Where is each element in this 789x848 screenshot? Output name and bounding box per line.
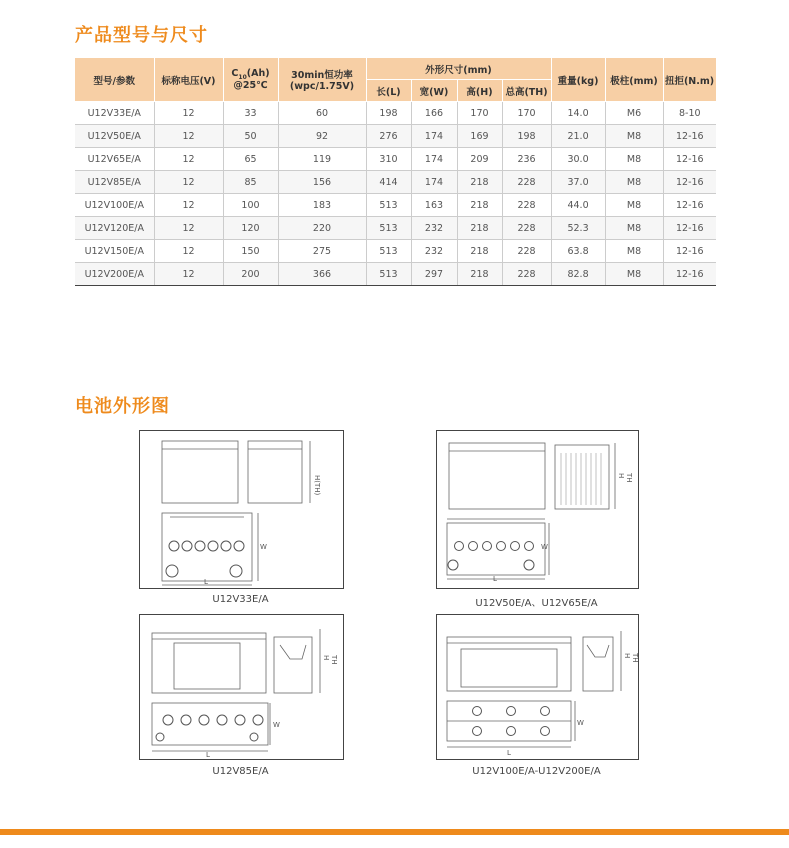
table-cell: U12V65E/A bbox=[75, 148, 154, 171]
table-cell: 156 bbox=[278, 171, 366, 194]
header-total-height: 总高(TH) bbox=[502, 80, 551, 102]
table-cell: 12-16 bbox=[663, 263, 716, 286]
table-cell: 198 bbox=[366, 102, 411, 125]
footer-accent-bar bbox=[0, 829, 789, 835]
table-row bbox=[75, 125, 716, 148]
header-length: 长(L) bbox=[366, 80, 411, 102]
table-cell: 174 bbox=[411, 171, 457, 194]
table-cell: 169 bbox=[457, 125, 502, 148]
table-cell: U12V200E/A bbox=[75, 263, 154, 286]
caption-u12v33: U12V33E/A bbox=[212, 594, 269, 605]
table-cell: U12V100E/A bbox=[75, 194, 154, 217]
table-cell: 183 bbox=[278, 194, 366, 217]
dim-label-th: TH bbox=[625, 473, 633, 483]
dim-label-w: W bbox=[260, 543, 267, 551]
table-cell: 310 bbox=[366, 148, 411, 171]
table-cell: 513 bbox=[366, 240, 411, 263]
table-cell: 228 bbox=[502, 217, 551, 240]
header-weight: 重量(kg) bbox=[551, 58, 605, 102]
table-cell: 198 bbox=[502, 125, 551, 148]
table-cell: 174 bbox=[411, 125, 457, 148]
dim-label-l: L bbox=[206, 751, 210, 759]
table-cell: 63.8 bbox=[551, 240, 605, 263]
table-cell: 12 bbox=[154, 125, 223, 148]
table-cell: 228 bbox=[502, 194, 551, 217]
header-terminal: 极柱(mm) bbox=[605, 58, 663, 102]
dim-label-h: H bbox=[617, 473, 625, 479]
table-cell: 12-16 bbox=[663, 125, 716, 148]
table-cell: 12-16 bbox=[663, 171, 716, 194]
table-cell: 44.0 bbox=[551, 194, 605, 217]
table-row bbox=[75, 171, 716, 194]
table-cell: 232 bbox=[411, 217, 457, 240]
outline-drawing-u12v33 bbox=[139, 430, 344, 589]
table-cell: 228 bbox=[502, 240, 551, 263]
table-cell: 12-16 bbox=[663, 240, 716, 263]
table-cell: 120 bbox=[223, 217, 278, 240]
header-capacity-unit: (Ah) bbox=[246, 67, 270, 79]
header-model: 型号/参数 bbox=[75, 58, 154, 102]
table-cell: 12 bbox=[154, 263, 223, 286]
table-cell: 513 bbox=[366, 217, 411, 240]
table-row bbox=[75, 263, 716, 286]
table-cell: U12V33E/A bbox=[75, 102, 154, 125]
caption-u12v85: U12V85E/A bbox=[212, 766, 269, 777]
table-cell: 12 bbox=[154, 148, 223, 171]
table-cell: 12 bbox=[154, 217, 223, 240]
table-cell: M8 bbox=[605, 194, 663, 217]
table-row bbox=[75, 240, 716, 263]
table-cell: 52.3 bbox=[551, 217, 605, 240]
table-cell: 275 bbox=[278, 240, 366, 263]
table-row bbox=[75, 194, 716, 217]
table-cell: M8 bbox=[605, 171, 663, 194]
table-cell: 12 bbox=[154, 102, 223, 125]
table-cell: 8-10 bbox=[663, 102, 716, 125]
table-cell: M6 bbox=[605, 102, 663, 125]
dim-label-w: W bbox=[577, 719, 584, 727]
header-power bbox=[278, 58, 366, 102]
table-cell: 12-16 bbox=[663, 148, 716, 171]
dim-label-l: L bbox=[493, 575, 497, 583]
table-cell: 218 bbox=[457, 171, 502, 194]
table-cell: 65 bbox=[223, 148, 278, 171]
table-row bbox=[75, 148, 716, 171]
table-cell: 276 bbox=[366, 125, 411, 148]
table-cell: 166 bbox=[411, 102, 457, 125]
table-cell: 12 bbox=[154, 240, 223, 263]
table-cell: 232 bbox=[411, 240, 457, 263]
dim-label-h: H bbox=[623, 653, 631, 659]
dim-label-w: W bbox=[273, 721, 280, 729]
table-cell: 228 bbox=[502, 171, 551, 194]
outline-drawing-u12v50-65 bbox=[436, 430, 639, 589]
header-dimensions: 外形尺寸(mm) bbox=[366, 58, 551, 80]
table-cell: M8 bbox=[605, 125, 663, 148]
table-cell: 33 bbox=[223, 102, 278, 125]
header-capacity-sub: 10 bbox=[238, 73, 247, 81]
table-cell: M8 bbox=[605, 240, 663, 263]
table-cell: 21.0 bbox=[551, 125, 605, 148]
dim-label-l: L bbox=[507, 749, 511, 757]
section-title-models: 产品型号与尺寸 bbox=[75, 25, 208, 46]
table-cell: 14.0 bbox=[551, 102, 605, 125]
header-power-top: 30min恒功率 bbox=[291, 70, 353, 81]
table-cell: 414 bbox=[366, 171, 411, 194]
table-cell: U12V150E/A bbox=[75, 240, 154, 263]
table-cell: 236 bbox=[502, 148, 551, 171]
table-row bbox=[75, 102, 716, 125]
table-cell: 12 bbox=[154, 194, 223, 217]
table-cell: 218 bbox=[457, 240, 502, 263]
table-cell: 92 bbox=[278, 125, 366, 148]
table-cell: U12V85E/A bbox=[75, 171, 154, 194]
dim-label-l: L bbox=[204, 578, 208, 586]
table-cell: 209 bbox=[457, 148, 502, 171]
caption-u12v50-65: U12V50E/A、U12V65E/A bbox=[475, 598, 598, 609]
outline-drawing-u12v85-svg bbox=[140, 615, 343, 759]
caption-u12v100-200: U12V100E/A-U12V200E/A bbox=[472, 766, 601, 777]
dim-label-th: TH bbox=[631, 653, 639, 663]
outline-drawing-u12v33-svg bbox=[140, 431, 343, 588]
table-cell: 513 bbox=[366, 263, 411, 286]
table-cell: 12-16 bbox=[663, 194, 716, 217]
table-cell: M8 bbox=[605, 217, 663, 240]
table-cell: 150 bbox=[223, 240, 278, 263]
dim-label-h: H(TH) bbox=[313, 475, 321, 496]
table-cell: 37.0 bbox=[551, 171, 605, 194]
outline-drawing-u12v100-200-svg bbox=[437, 615, 638, 759]
table-cell: 513 bbox=[366, 194, 411, 217]
spec-table bbox=[75, 58, 717, 286]
header-torque: 扭拒(N.m) bbox=[663, 58, 716, 102]
table-cell: 366 bbox=[278, 263, 366, 286]
table-cell: M8 bbox=[605, 148, 663, 171]
table-cell: 218 bbox=[457, 217, 502, 240]
table-cell: 100 bbox=[223, 194, 278, 217]
dim-label-th: TH bbox=[330, 655, 338, 665]
table-cell: 218 bbox=[457, 194, 502, 217]
header-power-bottom: (wpc/1.75V) bbox=[289, 81, 355, 92]
outline-drawing-u12v85 bbox=[139, 614, 344, 760]
header-voltage: 标称电压(V) bbox=[154, 58, 223, 102]
dim-label-w: W bbox=[541, 543, 548, 551]
header-width: 宽(W) bbox=[411, 80, 457, 102]
table-cell: 85 bbox=[223, 171, 278, 194]
table-cell: M8 bbox=[605, 263, 663, 286]
table-cell: 119 bbox=[278, 148, 366, 171]
table-cell: 30.0 bbox=[551, 148, 605, 171]
table-row bbox=[75, 217, 716, 240]
table-cell: 174 bbox=[411, 148, 457, 171]
table-cell: 12 bbox=[154, 171, 223, 194]
table-cell: 12-16 bbox=[663, 217, 716, 240]
header-capacity bbox=[223, 58, 278, 102]
table-cell: 50 bbox=[223, 125, 278, 148]
table-cell: 297 bbox=[411, 263, 457, 286]
table-cell: 200 bbox=[223, 263, 278, 286]
table-cell: 60 bbox=[278, 102, 366, 125]
outline-drawing-u12v50-65-svg bbox=[437, 431, 638, 588]
table-cell: 218 bbox=[457, 263, 502, 286]
table-cell: 228 bbox=[502, 263, 551, 286]
outline-drawing-u12v100-200 bbox=[436, 614, 639, 760]
table-cell: 163 bbox=[411, 194, 457, 217]
table-cell: U12V50E/A bbox=[75, 125, 154, 148]
table-cell: 220 bbox=[278, 217, 366, 240]
table-cell: 170 bbox=[502, 102, 551, 125]
table-cell: 82.8 bbox=[551, 263, 605, 286]
section-title-outline: 电池外形图 bbox=[75, 396, 170, 417]
table-cell: U12V120E/A bbox=[75, 217, 154, 240]
header-capacity-temp: @25℃ bbox=[233, 80, 268, 92]
header-height: 高(H) bbox=[457, 80, 502, 102]
table-cell: 170 bbox=[457, 102, 502, 125]
header-capacity-c: C bbox=[231, 67, 239, 79]
dim-label-h: H bbox=[322, 655, 330, 661]
